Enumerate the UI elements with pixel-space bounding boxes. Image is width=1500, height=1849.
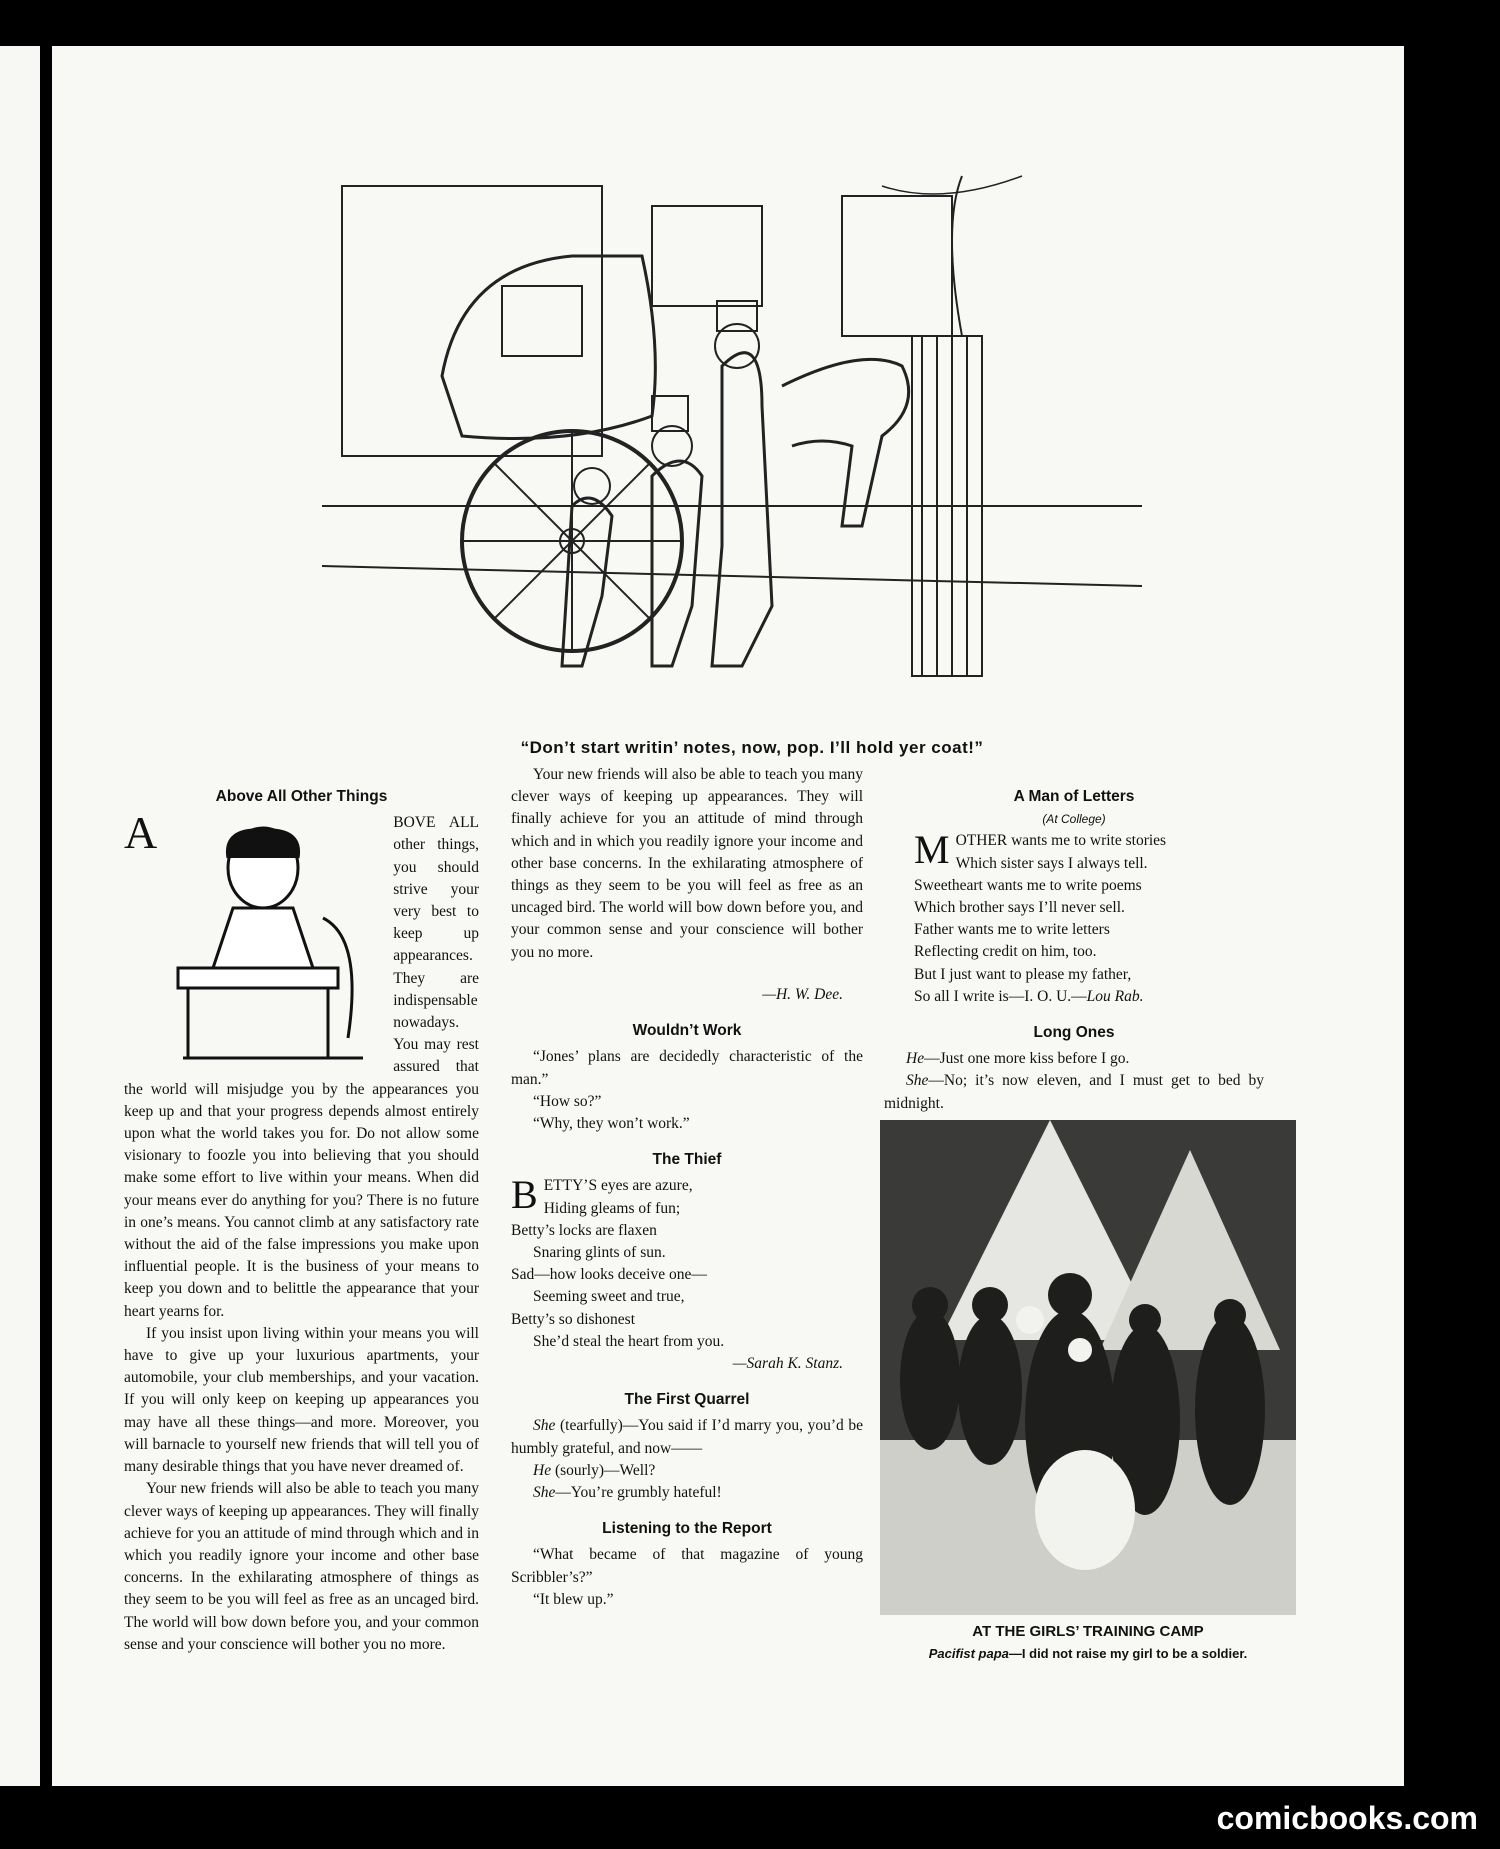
article-above-all-para2: If you insist upon living within your means you will have to give up your luxurious apartments, your automobile, your club memberships, and your vacation. If you will only keep on keeping up appearances you may have all these things—and more. Moreover, you will barnacle to yourself new friends that will tell you of many desirable things that you have never dreamed of. (124, 1324, 479, 1476)
dropcap-b: B (511, 1172, 538, 1218)
column-one (124, 786, 479, 1653)
thief-line-4: Snaring glints of sun. (533, 1244, 666, 1262)
title-long-ones: Long Ones (1033, 1024, 1115, 1042)
article-above-all-para3-cont-text: Your new friends will also be able to teach you many clever ways of keeping up appearances. They will finally achieve for you an attitude of mind through which and in which you readily ignore your income and other base concerns. In the exhilarating atmosphere of things as they seem to be you will feel as free as an uncaged bird. The world will bow down before you, and your common sense and your conscience will bother you no more. (511, 766, 863, 961)
wouldnt-work-line-1: “Jones’ plans are decidedly characteristic of the man.” (511, 1048, 863, 1088)
previous-page-edge (0, 46, 40, 1786)
letters-line-2: Which sister says I always tell. (955, 854, 1148, 872)
thief-line-2: Hiding gleams of fun; (543, 1199, 681, 1217)
letters-line-4: Which brother says I’ll never sell. (914, 899, 1125, 917)
training-camp-drawing (880, 1120, 1296, 1615)
carriage-illustration (322, 146, 1142, 726)
first-quarrel-text-3: —You’re grumbly hateful! (555, 1484, 722, 1502)
camp-caption-line (880, 1646, 1296, 1661)
title-the-thief: The Thief (652, 1151, 722, 1169)
title-wouldnt-work: Wouldn’t Work (632, 1022, 742, 1040)
speaker-he: He (533, 1461, 552, 1479)
first-quarrel-text-2: (sourly)—Well? (551, 1461, 656, 1479)
title-listening-report: Listening to the Report (602, 1520, 772, 1538)
dropcap-m: M (914, 827, 950, 873)
carriage-drawing (322, 146, 1142, 726)
poem-the-thief (511, 1172, 863, 1375)
speaker-pacifist-papa: Pacifist papa (928, 1646, 1009, 1661)
long-ones-line-2 (884, 1070, 1264, 1114)
thief-line-8: She’d steal the heart from you. (533, 1332, 725, 1350)
first-quarrel-line-1 (511, 1415, 863, 1459)
poem-man-of-letters (884, 827, 1264, 1008)
letters-line-6: Reflecting credit on him, too. (914, 943, 1097, 961)
column-two (511, 766, 863, 1611)
caricature-illustration (163, 818, 383, 1068)
subtitle-at-college: (At College) (1042, 812, 1106, 827)
column-three (884, 786, 1264, 1115)
thief-line-7: Betty’s so dishonest (511, 1310, 636, 1328)
speaker-she: She (533, 1417, 556, 1435)
letters-line-8 (914, 986, 1264, 1008)
site-watermark: comicbooks.com (1216, 1800, 1478, 1836)
long-ones-line-1 (884, 1048, 1264, 1070)
letters-line-8-text: So all I write is—I. O. U.— (914, 987, 1087, 1005)
signature-lou-rab: Lou Rab. (1086, 987, 1144, 1005)
title-first-quarrel: The First Quarrel (624, 1391, 750, 1409)
magazine-page (52, 46, 1404, 1786)
camp-caption-text: —I did not raise my girl to be a soldier. (1008, 1646, 1248, 1661)
signature-sarah-stanz: —Sarah K. Stanz. (732, 1355, 843, 1373)
title-man-of-letters: A Man of Letters (1013, 788, 1135, 805)
thief-line-5: Sad—how looks deceive one— (511, 1266, 707, 1284)
first-quarrel-text-1: (tearfully)—You said if I’d marry you, you’d be humbly grateful, and now—— (511, 1417, 863, 1457)
camp-caption-title: AT THE GIRLS’ TRAINING CAMP (972, 1623, 1204, 1640)
man-at-desk-drawing (163, 818, 383, 1068)
thief-line-3: Betty’s locks are flaxen (511, 1221, 657, 1239)
first-quarrel-line-2 (511, 1460, 863, 1482)
letters-line-5: Father wants me to write letters (914, 921, 1110, 939)
article-above-all-para3-continued (511, 766, 863, 1006)
listening-line-1: “What became of that magazine of young Scribbler’s?” (511, 1546, 863, 1586)
article-above-all-para3: Your new friends will also be able to teach you many clever ways of keeping up appearances. They will finally achieve for you an attitude of mind through which and in which you readily ignore your income and other base concerns. In the exhilarating atmosphere of things as they seem to be you will feel as free as an uncaged bird. The world will bow down before you, and your common sense and your conscience will bother you no more. (124, 1480, 479, 1653)
thief-line-1: ETTY’S eyes are azure, (543, 1177, 693, 1195)
speaker-he-long: He (906, 1050, 925, 1068)
listening-line-2: “It blew up.” (533, 1590, 614, 1608)
top-illustration-caption: “Don’t start writin’ notes, now, pop. I’ll hold yer coat!” (520, 738, 984, 757)
long-ones-text-2: —No; it’s now eleven, and I must get to bed by midnight. (884, 1072, 1264, 1112)
dropcap-a: A (124, 807, 158, 859)
thief-line-6: Seeming sweet and true, (533, 1288, 685, 1306)
wouldnt-work-line-3: “Why, they won’t work.” (533, 1115, 690, 1133)
speaker-she-2: She (533, 1484, 556, 1502)
wouldnt-work-line-2: “How so?” (533, 1092, 602, 1110)
training-camp-illustration (880, 1120, 1296, 1615)
first-quarrel-line-3 (511, 1482, 863, 1504)
letters-line-3: Sweetheart wants me to write poems (914, 876, 1142, 894)
letters-line-1: OTHER wants me to write stories (955, 832, 1167, 850)
long-ones-text-1: —Just one more kiss before I go. (924, 1050, 1130, 1068)
article-title-above-all: Above All Other Things (215, 788, 388, 805)
speaker-she-long: She (906, 1072, 929, 1090)
signature-hw-dee: —H. W. Dee. (762, 986, 843, 1003)
article-above-all-para1: BOVE ALL other things, you should strive your very best to keep up appearances. They are indispensable nowadays. You may rest assured that the world will misjudge you by the appearances you keep up and that your progress depends almost entirely upon what the world takes you for. Do not allow some visionary to foozle you into believing that you should make some effort to live within your means. When did your means ever do anything for you? There is no future in one’s means. You cannot climb at any satisfactory rate without the aid of the false impressions you make upon influential people. It is the business of your means to keep you down and to belittle the appearance that your heart yearns for. (124, 814, 479, 1320)
letters-line-7: But I just want to please my father, (914, 965, 1132, 983)
